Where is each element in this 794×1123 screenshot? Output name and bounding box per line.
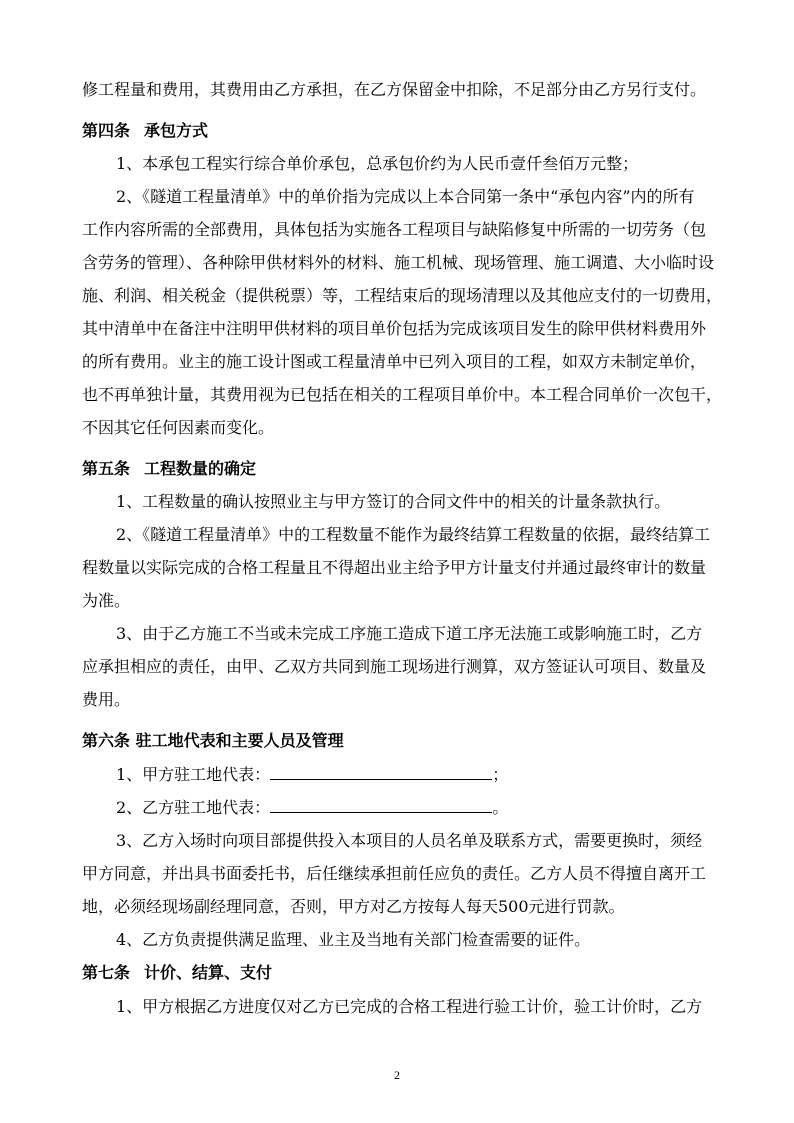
party-b-representative-label: 2、乙方驻工地代表： xyxy=(116,798,271,817)
article-title: 计价、结算、支付 xyxy=(144,963,273,982)
article-6-heading: 第六条 驻工地代表和主要人员及管理 xyxy=(82,731,344,750)
paragraph-line: 修工程量和费用，其费用由乙方承担，在乙方保留金中扣除，不足部分由乙方另行支付。 xyxy=(82,80,707,99)
article-5-heading xyxy=(82,459,256,479)
paragraph-line: 2、《隧道工程量清单》中的单价指为完成以上本合同第一条中“承包内容”内的所有 xyxy=(116,187,695,206)
party-a-representative-line xyxy=(116,765,508,785)
party-a-representative-label: 1、甲方驻工地代表： xyxy=(116,765,271,784)
paragraph-line: 费用。 xyxy=(82,690,131,709)
article-number: 第七条 xyxy=(82,963,131,982)
page-number: 2 xyxy=(394,1068,400,1082)
article-4-heading xyxy=(82,121,208,141)
paragraph-line: 2、《隧道工程量清单》中的工程数量不能作为最终结算工程数量的依据，最终结算工 xyxy=(116,525,711,544)
paragraph-line: 3、乙方入场时向项目部提供投入本项目的人员名单及联系方式，需要更换时，须经 xyxy=(116,831,703,850)
paragraph-line: 甲方同意，并出具书面委托书，后任继续承担前任应负的责任。乙方人员不得擅自离开工 xyxy=(82,864,707,883)
party-b-representative-blank xyxy=(270,798,492,813)
article-number: 第五条 xyxy=(82,459,131,478)
party-b-representative-line xyxy=(116,798,508,818)
article-7-heading xyxy=(82,963,272,983)
paragraph-line: 也不再单独计量，其费用视为已包括在相关的工程项目单价中。本工程合同单价一次包干， xyxy=(82,385,723,404)
paragraph-line: 1、工程数量的确认按照业主与甲方签订的合同文件中的相关的计量条款执行。 xyxy=(116,492,671,511)
paragraph-line: 1、甲方根据乙方进度仅对乙方已完成的合格工程进行验工计价，验工计价时，乙方 xyxy=(116,997,703,1016)
party-a-representative-blank xyxy=(270,765,492,780)
paragraph-line: 应承担相应的责任，由甲、乙双方共同到施工现场进行测算，双方签证认可项目、数量及 xyxy=(82,657,707,676)
paragraph-line: 程数量以实际完成的合格工程量且不得超出业主给予甲方计量支付并通过最终审计的数量 xyxy=(82,558,707,577)
paragraph-line: 1、本承包工程实行综合单价承包，总承包价约为人民币壹仟叁佰万元整； xyxy=(116,154,639,173)
article-title: 承包方式 xyxy=(144,121,209,140)
paragraph-line: 施、利润、相关税金（提供税票）等，工程结束后的现场清理以及其他应支付的一切费用， xyxy=(82,286,723,305)
paragraph-line: 的所有费用。业主的施工设计图或工程量清单中已列入项目的工程，如双方未制定单价， xyxy=(82,352,707,371)
article-number: 第四条 xyxy=(82,121,131,140)
paragraph-line: 其中清单中在备注中注明甲供材料的项目单价包括为完成该项目发生的除甲供材料费用外 xyxy=(82,319,707,338)
punctuation: ； xyxy=(492,765,509,784)
paragraph-line: 3、由于乙方施工不当或未完成工序施工造成下道工序无法施工或影响施工时，乙方 xyxy=(116,624,703,643)
paragraph-line: 不因其它任何因素而变化。 xyxy=(82,418,275,437)
paragraph-line: 4、乙方负责提供满足监理、业主及当地有关部门检查需要的证件。 xyxy=(116,930,591,949)
article-title: 工程数量的确定 xyxy=(144,459,257,478)
paragraph-line: 为准。 xyxy=(82,591,131,610)
paragraph-line: 地，必须经现场副经理同意，否则，甲方对乙方按每人每天500元进行罚款。 xyxy=(82,897,625,916)
punctuation: 。 xyxy=(492,798,509,817)
paragraph-line: 工作内容所需的全部费用，具体包括为实施各工程项目与缺陷修复中所需的一切劳务（包 xyxy=(82,220,707,239)
paragraph-line: 含劳务的管理）、各种除甲供材料外的材料、施工机械、现场管理、施工调遣、大小临时设 xyxy=(82,253,715,272)
